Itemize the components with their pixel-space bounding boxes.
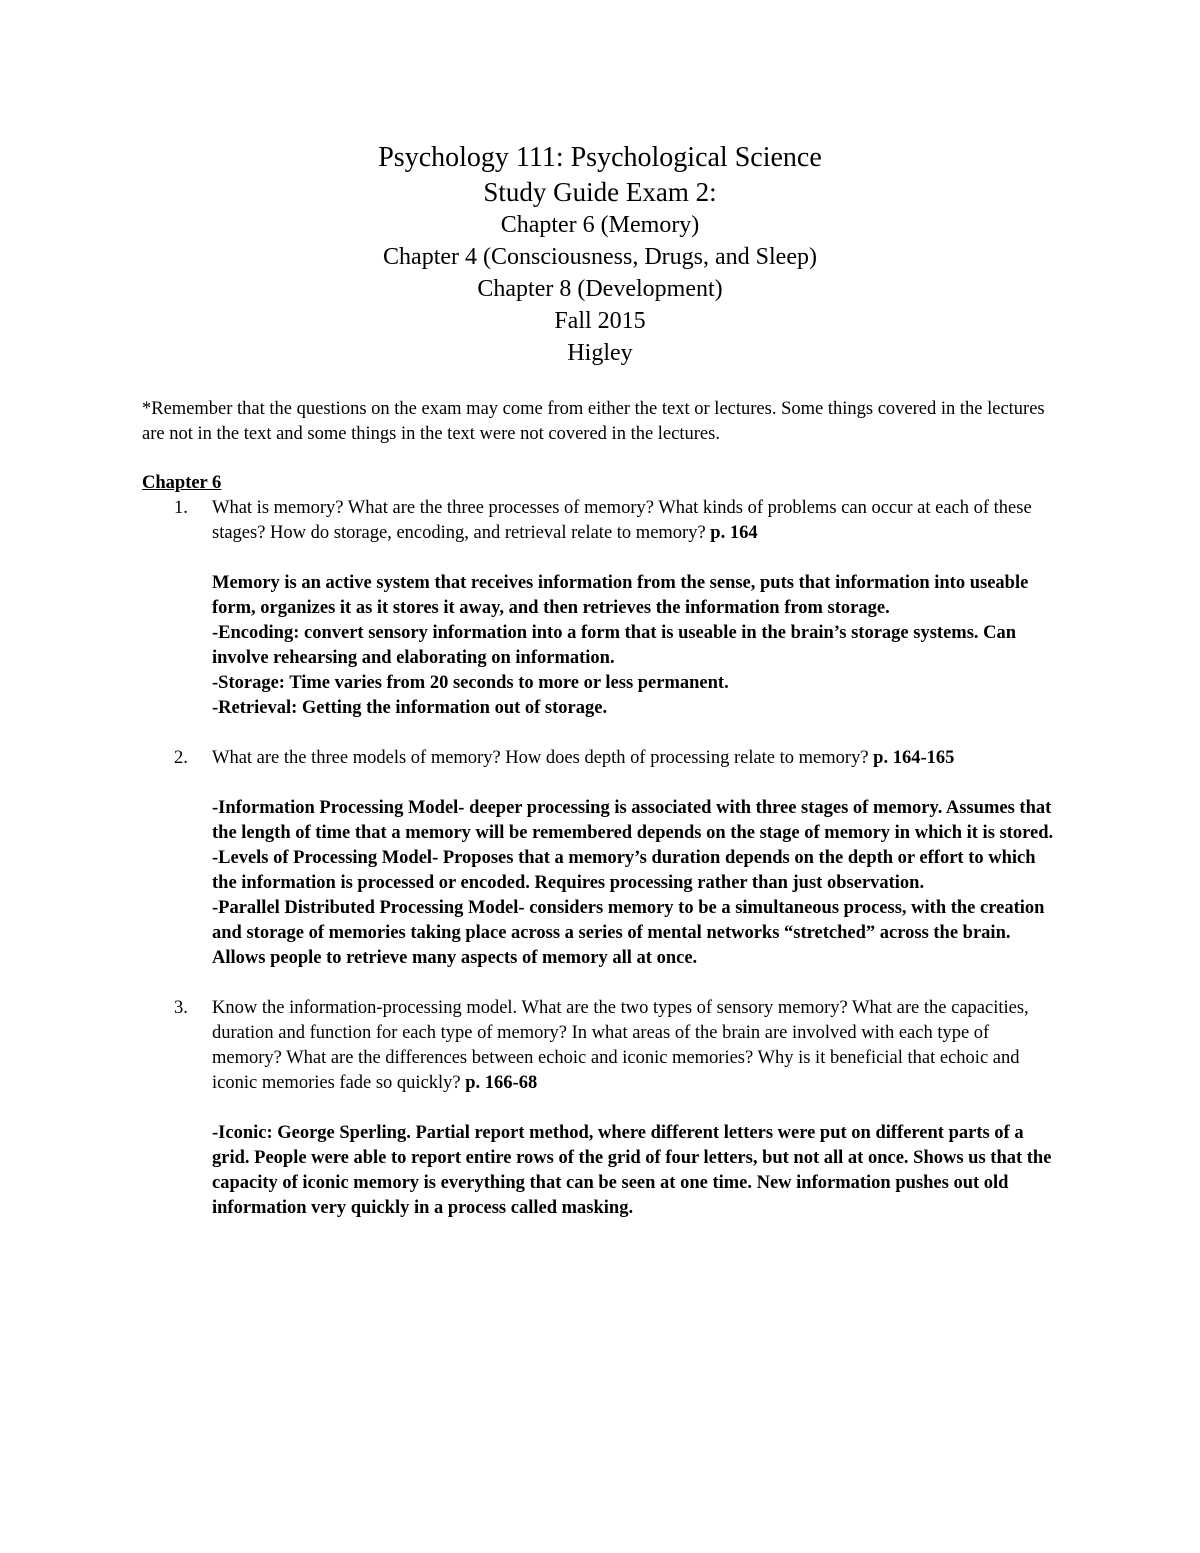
- answer-line: -Iconic: George Sperling. Partial report method, where different letters were put on different parts of a grid. People were able to report entire rows of the grid of four letters, but not all at once. Shows us that the capacity of iconic memory is everything that can be seen at one time. New information pushes out old information very quickly in a process called masking.: [212, 1123, 1052, 1218]
- question-body: What is memory? What are the three processes of memory? What kinds of problems can occur at each of these stages? How do storage, encoding, and retrieval relate to memory?: [212, 498, 1032, 543]
- body-content: [142, 397, 1062, 1221]
- guide-title: Study Guide Exam 2:: [483, 177, 717, 207]
- question-body: What are the three models of memory? How does depth of processing relate to memory?: [212, 748, 869, 768]
- question-2: [142, 746, 1062, 771]
- title-block: [0, 140, 1200, 369]
- answer-3: [212, 1121, 1062, 1221]
- question-text: [212, 496, 1062, 546]
- page-reference: p. 166-68: [465, 1073, 538, 1093]
- question-body: Know the information-processing model. What are the two types of sensory memory? What are the capacities, duration and function for each type of memory? In what areas of the brain are involved with each type of memory? What are the differences between echoic and iconic memories? Why is it beneficial that echoic and iconic memories fade so quickly?: [212, 998, 1029, 1093]
- chapter-4-title: Chapter 4 (Consciousness, Drugs, and Sleep): [383, 244, 817, 270]
- question-text: [212, 746, 1062, 771]
- course-title: Psychology 111: Psychological Science: [378, 142, 822, 173]
- chapter-8-title: Chapter 8 (Development): [477, 276, 723, 302]
- answer-2: [212, 796, 1062, 971]
- answer-line: -Parallel Distributed Processing Model- considers memory to be a simultaneous process, with the creation and storage of memories taking place across a series of mental networks “stretched” across the brain. Allows people to retrieve many aspects of memory all at once.: [212, 898, 1045, 968]
- question-1: [142, 496, 1062, 546]
- page-reference: p. 164: [710, 523, 758, 543]
- answer-line: -Storage: Time varies from 20 seconds to more or less permanent.: [212, 673, 729, 693]
- question-3: [142, 996, 1062, 1096]
- term: Fall 2015: [554, 308, 646, 334]
- answer-line: Memory is an active system that receives information from the sense, puts that information into useable form, organizes it as it stores it away, and then retrieves the information from storage.: [212, 573, 1029, 618]
- answer-line: -Encoding: convert sensory information into a form that is useable in the brain’s storage systems. Can involve rehearsing and elaborating on information.: [212, 623, 1017, 668]
- question-text: [212, 996, 1062, 1096]
- page-reference: p. 164-165: [873, 748, 955, 768]
- question-number: 3.: [174, 998, 188, 1018]
- spacer: [142, 721, 1062, 746]
- answer-line: -Information Processing Model- deeper processing is associated with three stages of memory. Assumes that the length of time that a memory will be remembered depends on the stage of memory in which it is stored.: [212, 798, 1054, 843]
- answer-line: -Levels of Processing Model- Proposes that a memory’s duration depends on the depth or effort to which the information is processed or encoded. Requires processing rather than just observation.: [212, 848, 1036, 893]
- chapter-6-title: Chapter 6 (Memory): [500, 212, 700, 238]
- question-number: 1.: [174, 498, 188, 518]
- spacer: [142, 971, 1062, 996]
- answer-1: [212, 571, 1062, 721]
- exam-note: *Remember that the questions on the exam may come from either the text or lectures. Some things covered in the lectures are not in the text and some things in the text were not covered in the lectures.: [142, 399, 1045, 444]
- answer-line: -Retrieval: Getting the information out of storage.: [212, 698, 608, 718]
- instructor: Higley: [567, 340, 633, 366]
- section-heading: Chapter 6: [142, 473, 222, 493]
- question-number: 2.: [174, 748, 188, 768]
